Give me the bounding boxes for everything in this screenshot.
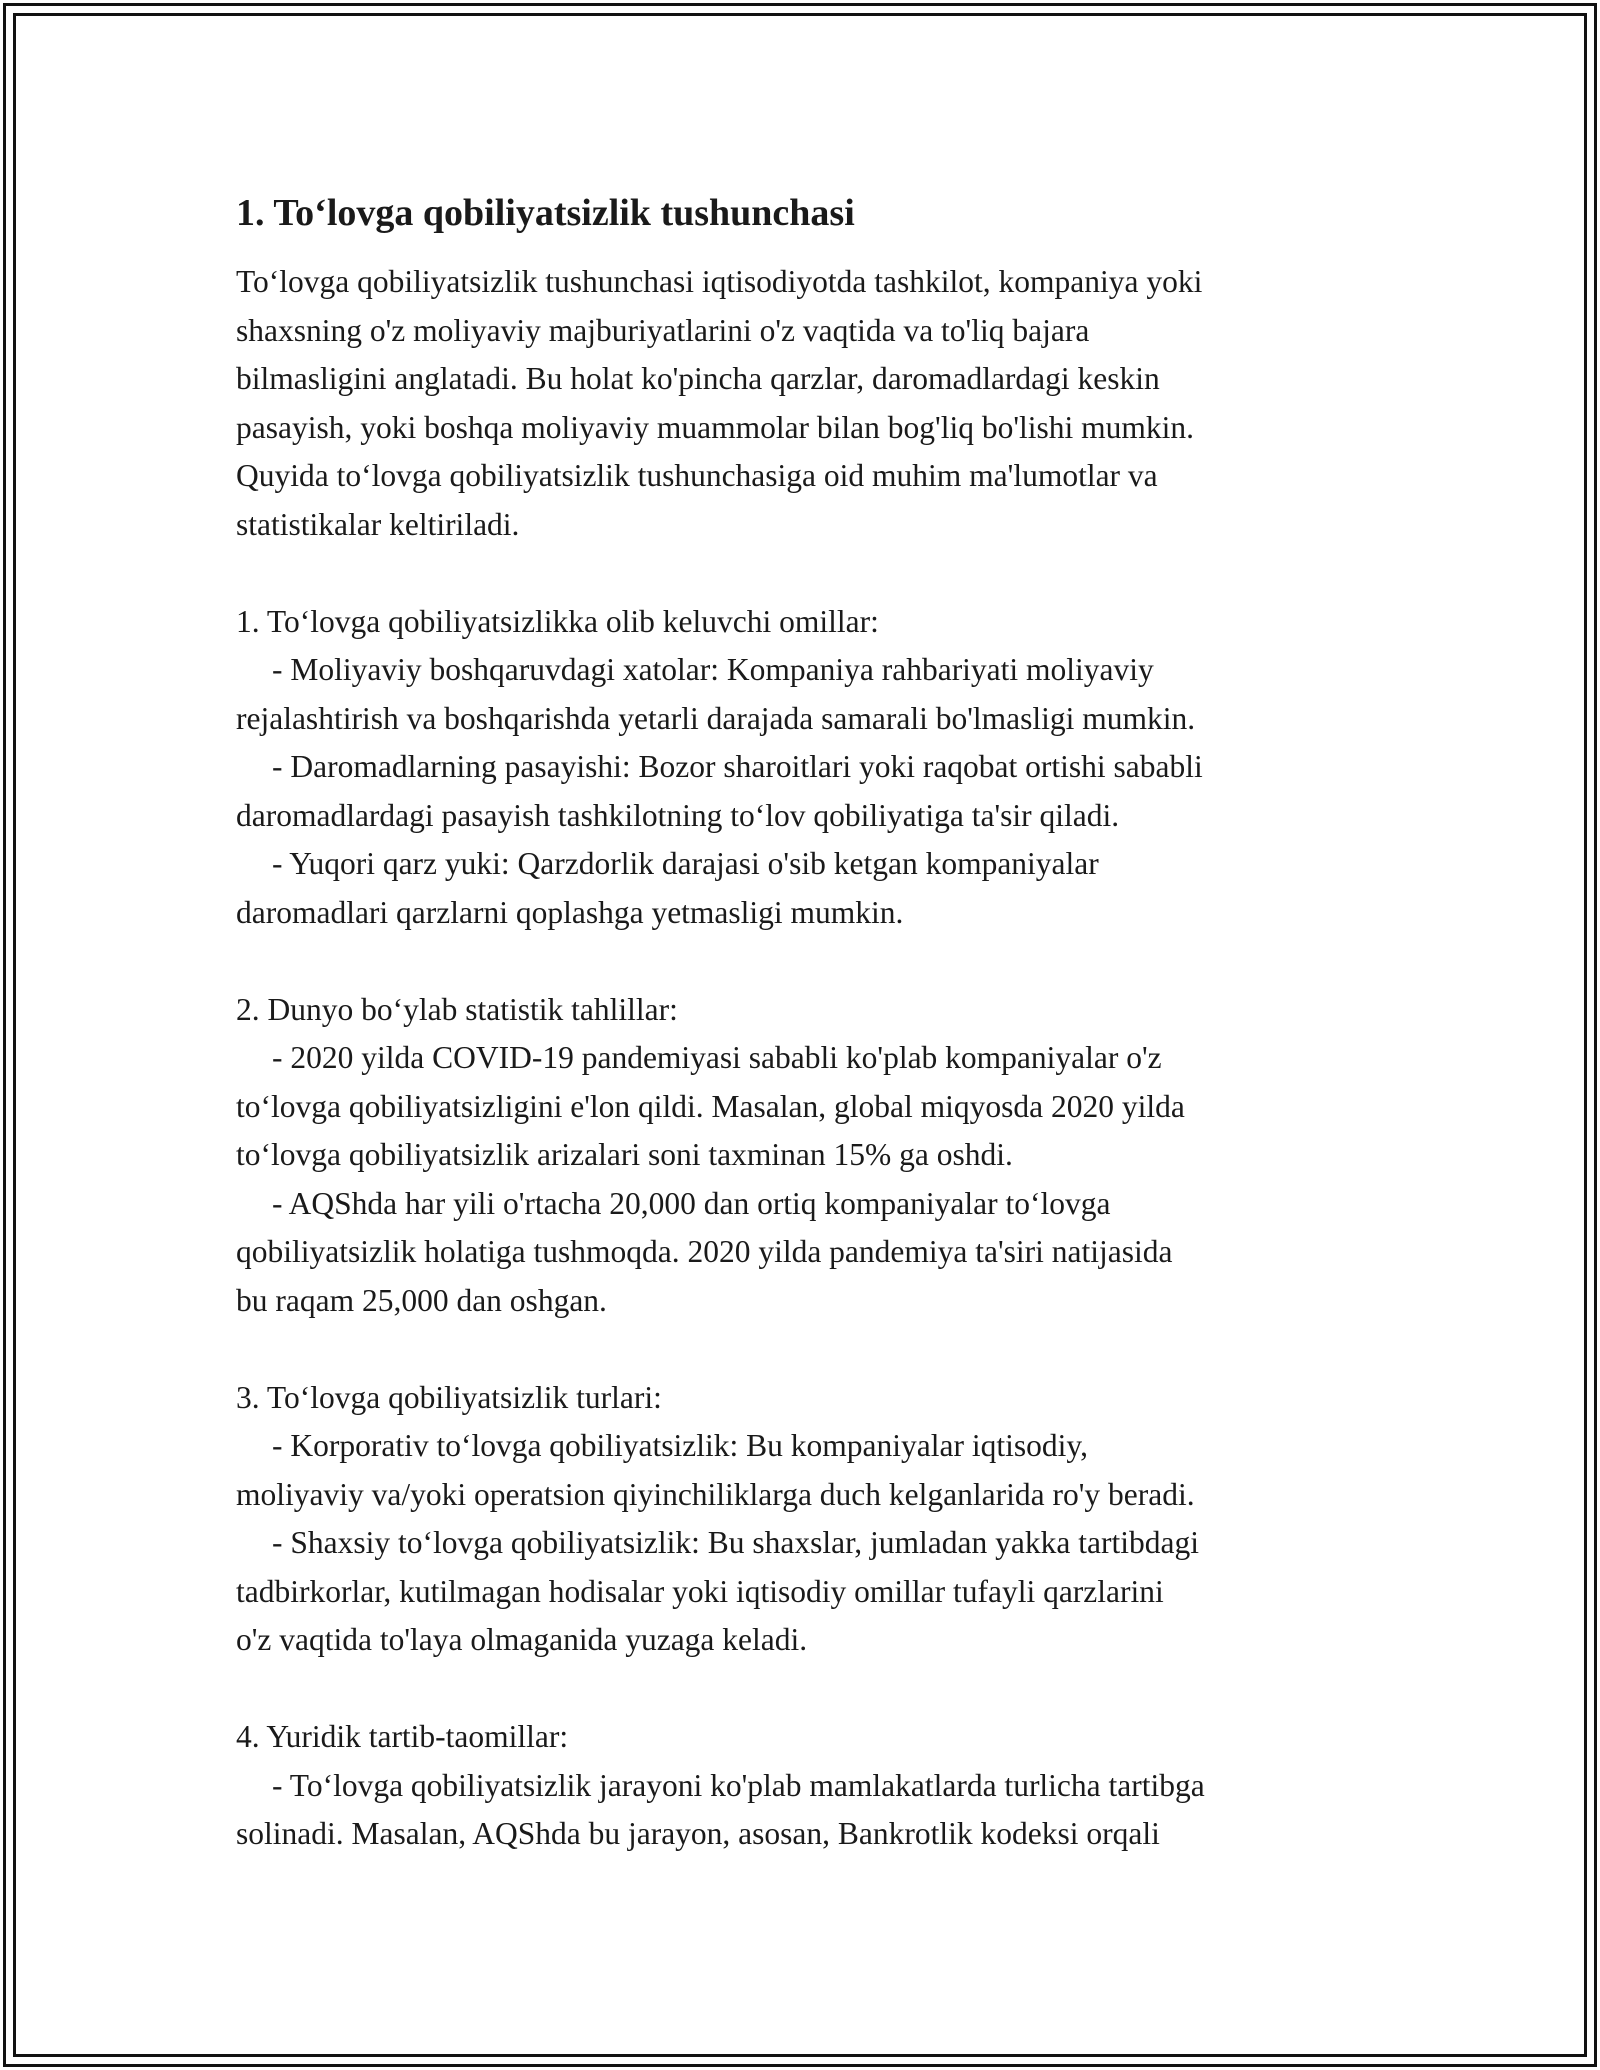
list-section-3: [236, 1325, 1376, 1665]
list-section-title: 1. To‘lovga qobiliyatsizlikka olib keluvchi omillar:: [236, 603, 879, 639]
list-item-line: - To‘lovga qobiliyatsizlik jarayoni ko'plab mamlakatlarda turlicha tartibga: [272, 1767, 1205, 1803]
list-section-title: 3. To‘lovga qobiliyatsizlik turlari:: [236, 1379, 662, 1415]
intro-paragraph: [236, 258, 1376, 549]
list-section-title: 4. Yuridik tartib-taomillar:: [236, 1719, 569, 1754]
list-section-4: [236, 1665, 1376, 1859]
list-section-1: [236, 549, 1376, 937]
section-heading: 1. To‘lovga qobiliyatsizlik tushunchasi: [236, 192, 855, 234]
list-item-line: to‘lovga qobiliyatsizlik arizalari soni taxminan 15% ga oshdi.: [236, 1137, 1013, 1172]
list-item-line: - Yuqori qarz yuki: Qarzdorlik darajasi o'sib ketgan kompaniyalar: [272, 846, 1099, 881]
list-item-line: - Moliyaviy boshqaruvdagi xatolar: Kompaniya rahbariyati moliyaviy: [272, 652, 1154, 687]
list-item-line: to‘lovga qobiliyatsizligini e'lon qildi. Masalan, global miqyosda 2020 yilda: [236, 1088, 1185, 1124]
paragraph-spacer: [236, 549, 1376, 598]
list-item-line: qobiliyatsizlik holatiga tushmoqda. 2020 yilda pandemiya ta'siri natijasida: [236, 1234, 1173, 1269]
list-item-line: tadbirkorlar, kutilmagan hodisalar yoki iqtisodiy omillar tufayli qarzlarini: [236, 1573, 1164, 1609]
list-item-line: - 2020 yilda COVID-19 pandemiyasi sababli ko'plab kompaniyalar o'z: [272, 1040, 1162, 1075]
list-item-line: - Daromadlarning pasayishi: Bozor sharoitlari yoki raqobat ortishi sababli: [272, 749, 1203, 784]
paragraph-spacer: [236, 937, 1376, 986]
list-section-2: [236, 937, 1376, 1325]
list-item-line: rejalashtirish va boshqarishda yetarli darajada samarali bo'lmasligi mumkin.: [236, 700, 1196, 736]
list-section-title: 2. Dunyo bo‘ylab statistik tahlillar:: [236, 991, 678, 1027]
intro-line: To‘lovga qobiliyatsizlik tushunchasi iqtisodiyotda tashkilot, kompaniya yoki: [236, 264, 1203, 299]
list-item-line: - Shaxsiy to‘lovga qobiliyatsizlik: Bu shaxslar, jumladan yakka tartibdagi: [272, 1525, 1199, 1560]
list-item-line: o'z vaqtida to'laya olmaganida yuzaga keladi.: [236, 1622, 808, 1657]
intro-line: pasayish, yoki boshqa moliyaviy muammolar bilan bog'liq bo'lishi mumkin.: [236, 409, 1195, 445]
list-item-line: - AQShda har yili o'rtacha 20,000 dan ortiq kompaniyalar to‘lovga: [272, 1185, 1111, 1221]
list-item-line: daromadlardagi pasayish tashkilotning to‘lov qobiliyatiga ta'sir qiladi.: [236, 797, 1120, 833]
list-item-line: bu raqam 25,000 dan oshgan.: [236, 1282, 607, 1318]
list-item-line: solinadi. Masalan, AQShda bu jarayon, asosan, Bankrotlik kodeksi orqali: [236, 1816, 1160, 1851]
list-item-line: daromadlari qarzlarni qoplashga yetmasligi mumkin.: [236, 894, 904, 930]
paragraph-spacer: [236, 1665, 1376, 1714]
intro-line: statistikalar keltiriladi.: [236, 506, 520, 542]
paragraph-spacer: [236, 1325, 1376, 1374]
list-item-line: moliyaviy va/yoki operatsion qiyinchiliklarga duch kelganlarida ro'y beradi.: [236, 1476, 1195, 1512]
document-body: [236, 188, 1376, 1859]
intro-line: Quyida to‘lovga qobiliyatsizlik tushunchasiga oid muhim ma'lumotlar va: [236, 458, 1158, 493]
intro-line: shaxsning o'z moliyaviy majburiyatlarini o'z vaqtida va to'liq bajara: [236, 312, 1090, 348]
intro-line: bilmasligini anglatadi. Bu holat ko'pincha qarzlar, daromadlardagi keskin: [236, 361, 1160, 396]
list-item-line: - Korporativ to‘lovga qobiliyatsizlik: Bu kompaniyalar iqtisodiy,: [272, 1428, 1088, 1463]
